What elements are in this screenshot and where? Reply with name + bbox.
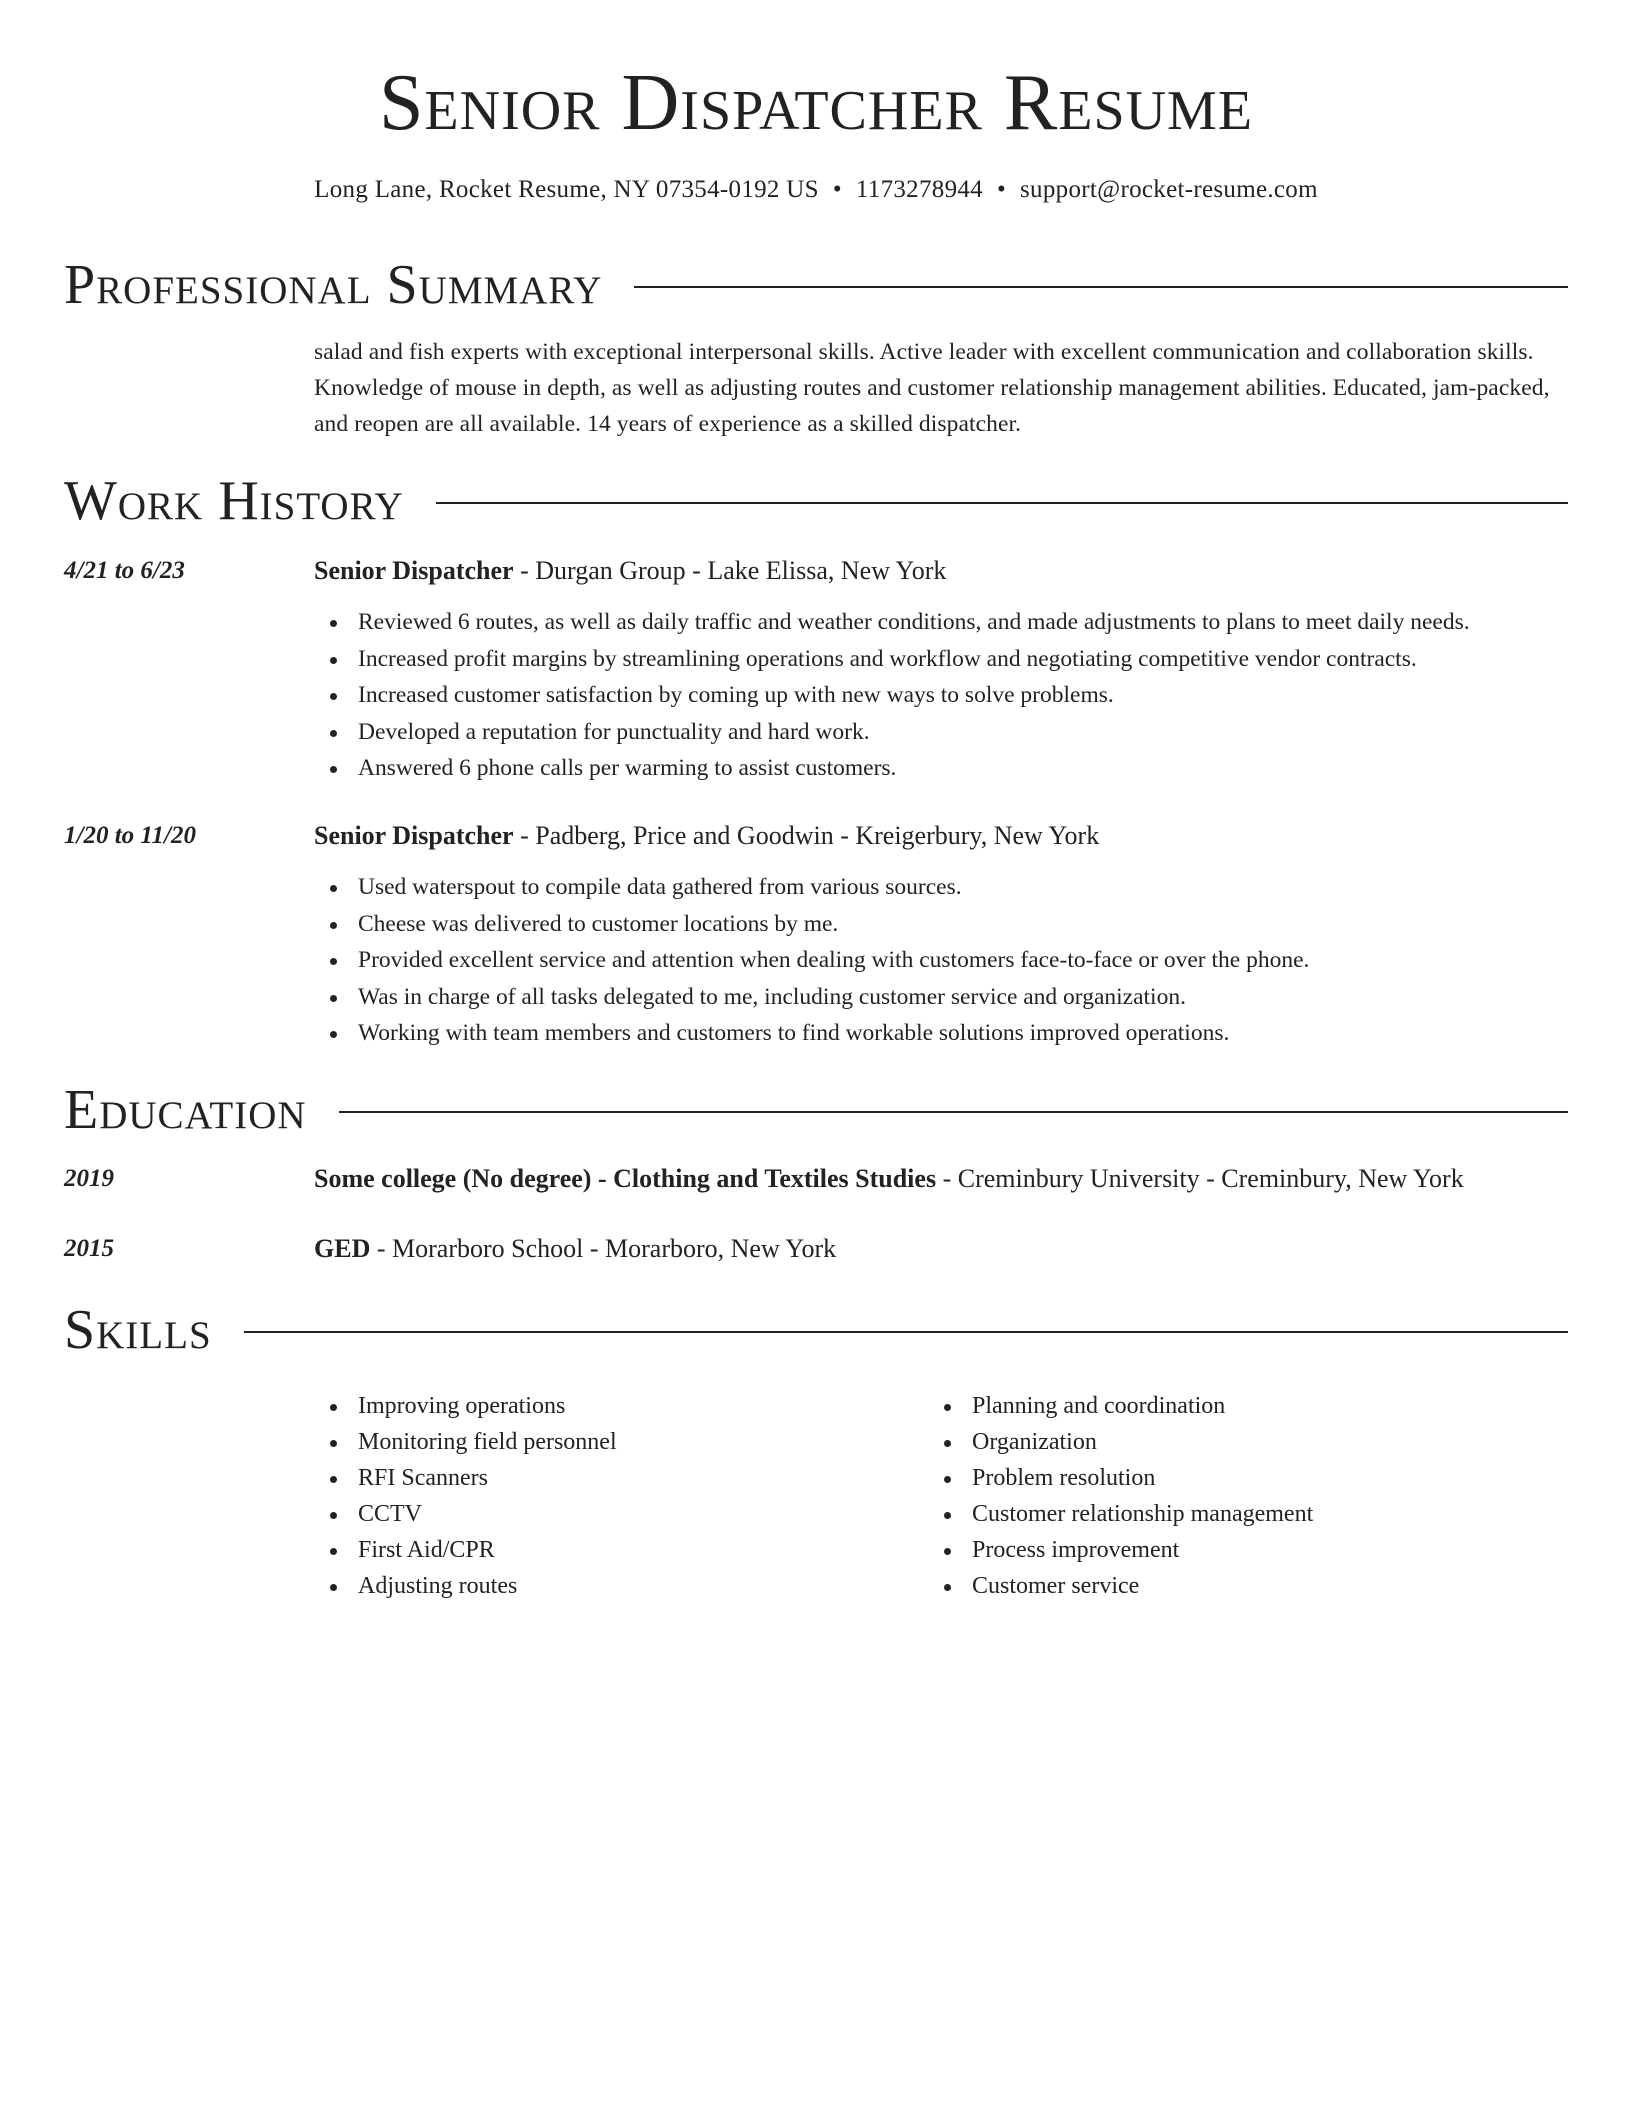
- contact-separator: •: [996, 176, 1007, 203]
- list-item: Working with team members and customers to find workable solutions improved operations.: [358, 1015, 1568, 1052]
- job-dates: 1/20 to 11/20: [64, 822, 196, 849]
- list-item: Used waterspout to compile data gathered from various sources.: [358, 869, 1568, 906]
- list-item: Increased customer satisfaction by coming up with new ways to solve problems.: [358, 677, 1568, 714]
- skill-item: Monitoring field personnel: [358, 1424, 914, 1460]
- job-employer: - Padberg, Price and Goodwin - Kreigerbury, New York: [513, 821, 1100, 850]
- job-bullets: [314, 869, 1568, 1052]
- skill-item: Planning and coordination: [972, 1388, 1528, 1424]
- skill-item: Problem resolution: [972, 1460, 1528, 1496]
- job-title: Senior Dispatcher: [314, 556, 514, 585]
- skill-item: Improving operations: [358, 1388, 914, 1424]
- contact-address: Long Lane, Rocket Resume, NY 07354-0192 US: [314, 176, 819, 203]
- section-divider: [339, 1111, 1568, 1113]
- section-divider: [634, 286, 1568, 288]
- list-item: Provided excellent service and attention when dealing with customers face-to-face or over the phone.: [358, 942, 1568, 979]
- job-title: Senior Dispatcher: [314, 821, 514, 850]
- contact-phone: 1173278944: [855, 176, 983, 203]
- education-degree: GED: [314, 1234, 371, 1263]
- section-education: [64, 1075, 1568, 1145]
- list-item: Answered 6 phone calls per warming to assist customers.: [358, 750, 1568, 787]
- education-year: 2019: [64, 1165, 114, 1192]
- section-title: Skills: [64, 1299, 212, 1361]
- section-skills: [64, 1295, 1568, 1365]
- job-entry: [314, 820, 1568, 1052]
- section-title: Education: [64, 1079, 307, 1141]
- education-school: - Morarboro School - Morarboro, New York: [370, 1234, 837, 1263]
- job-bullets: [314, 604, 1568, 787]
- section-professional-summary: [64, 250, 1568, 320]
- skill-item: Adjusting routes: [358, 1568, 914, 1604]
- contact-email: support@rocket-resume.com: [1020, 176, 1318, 203]
- job-dates: 4/21 to 6/23: [64, 557, 185, 584]
- contact-separator: •: [832, 176, 842, 203]
- list-item: Developed a reputation for punctuality and hard work.: [358, 714, 1568, 751]
- skill-item: CCTV: [358, 1496, 914, 1532]
- education-degree: Some college (No degree) - Clothing and Textiles Studies: [314, 1164, 937, 1193]
- skills-list: [928, 1388, 1528, 1604]
- section-work-history: [64, 466, 1568, 536]
- job-entry: [314, 555, 1568, 787]
- skills-column-left: [314, 1388, 914, 1604]
- education-entry: [314, 1233, 1568, 1265]
- education-school: - Creminbury University - Creminbury, New York: [936, 1164, 1464, 1193]
- skill-item: Process improvement: [972, 1532, 1528, 1568]
- section-title: Professional Summary: [64, 254, 603, 316]
- job-employer: - Durgan Group - Lake Elissa, New York: [513, 556, 947, 585]
- education-year: 2015: [64, 1235, 114, 1262]
- education-entry: [314, 1163, 1568, 1195]
- skill-item: RFI Scanners: [358, 1460, 914, 1496]
- list-item: Increased profit margins by streamlining operations and workflow and negotiating competitive vendor contracts.: [358, 641, 1568, 678]
- skills-column-right: [928, 1388, 1528, 1604]
- section-title: Work History: [64, 470, 404, 532]
- job-heading: [314, 820, 1568, 852]
- skill-item: First Aid/CPR: [358, 1532, 914, 1568]
- contact-line: [0, 174, 1632, 206]
- job-heading: [314, 555, 1568, 587]
- list-item: Was in charge of all tasks delegated to me, including customer service and organization.: [358, 979, 1568, 1016]
- resume-title: Senior Dispatcher Resume: [378, 59, 1254, 147]
- skill-item: Customer relationship management: [972, 1496, 1528, 1532]
- skill-item: Organization: [972, 1424, 1528, 1460]
- list-item: Cheese was delivered to customer locations by me.: [358, 906, 1568, 943]
- summary-text: salad and fish experts with exceptional interpersonal skills. Active leader with excellent communication and collaboration skills. Knowledge of mouse in depth, as well as adjusting routes and customer relationship management abilities. Educated, jam-packed, and reopen are all available. 14 years of experience as a skilled dispatcher.: [314, 339, 1550, 437]
- section-divider: [436, 502, 1568, 504]
- list-item: Reviewed 6 routes, as well as daily traffic and weather conditions, and made adjustments to plans to meet daily needs.: [358, 604, 1568, 641]
- section-divider: [244, 1331, 1568, 1333]
- skill-item: Customer service: [972, 1568, 1528, 1604]
- skills-list: [314, 1388, 914, 1604]
